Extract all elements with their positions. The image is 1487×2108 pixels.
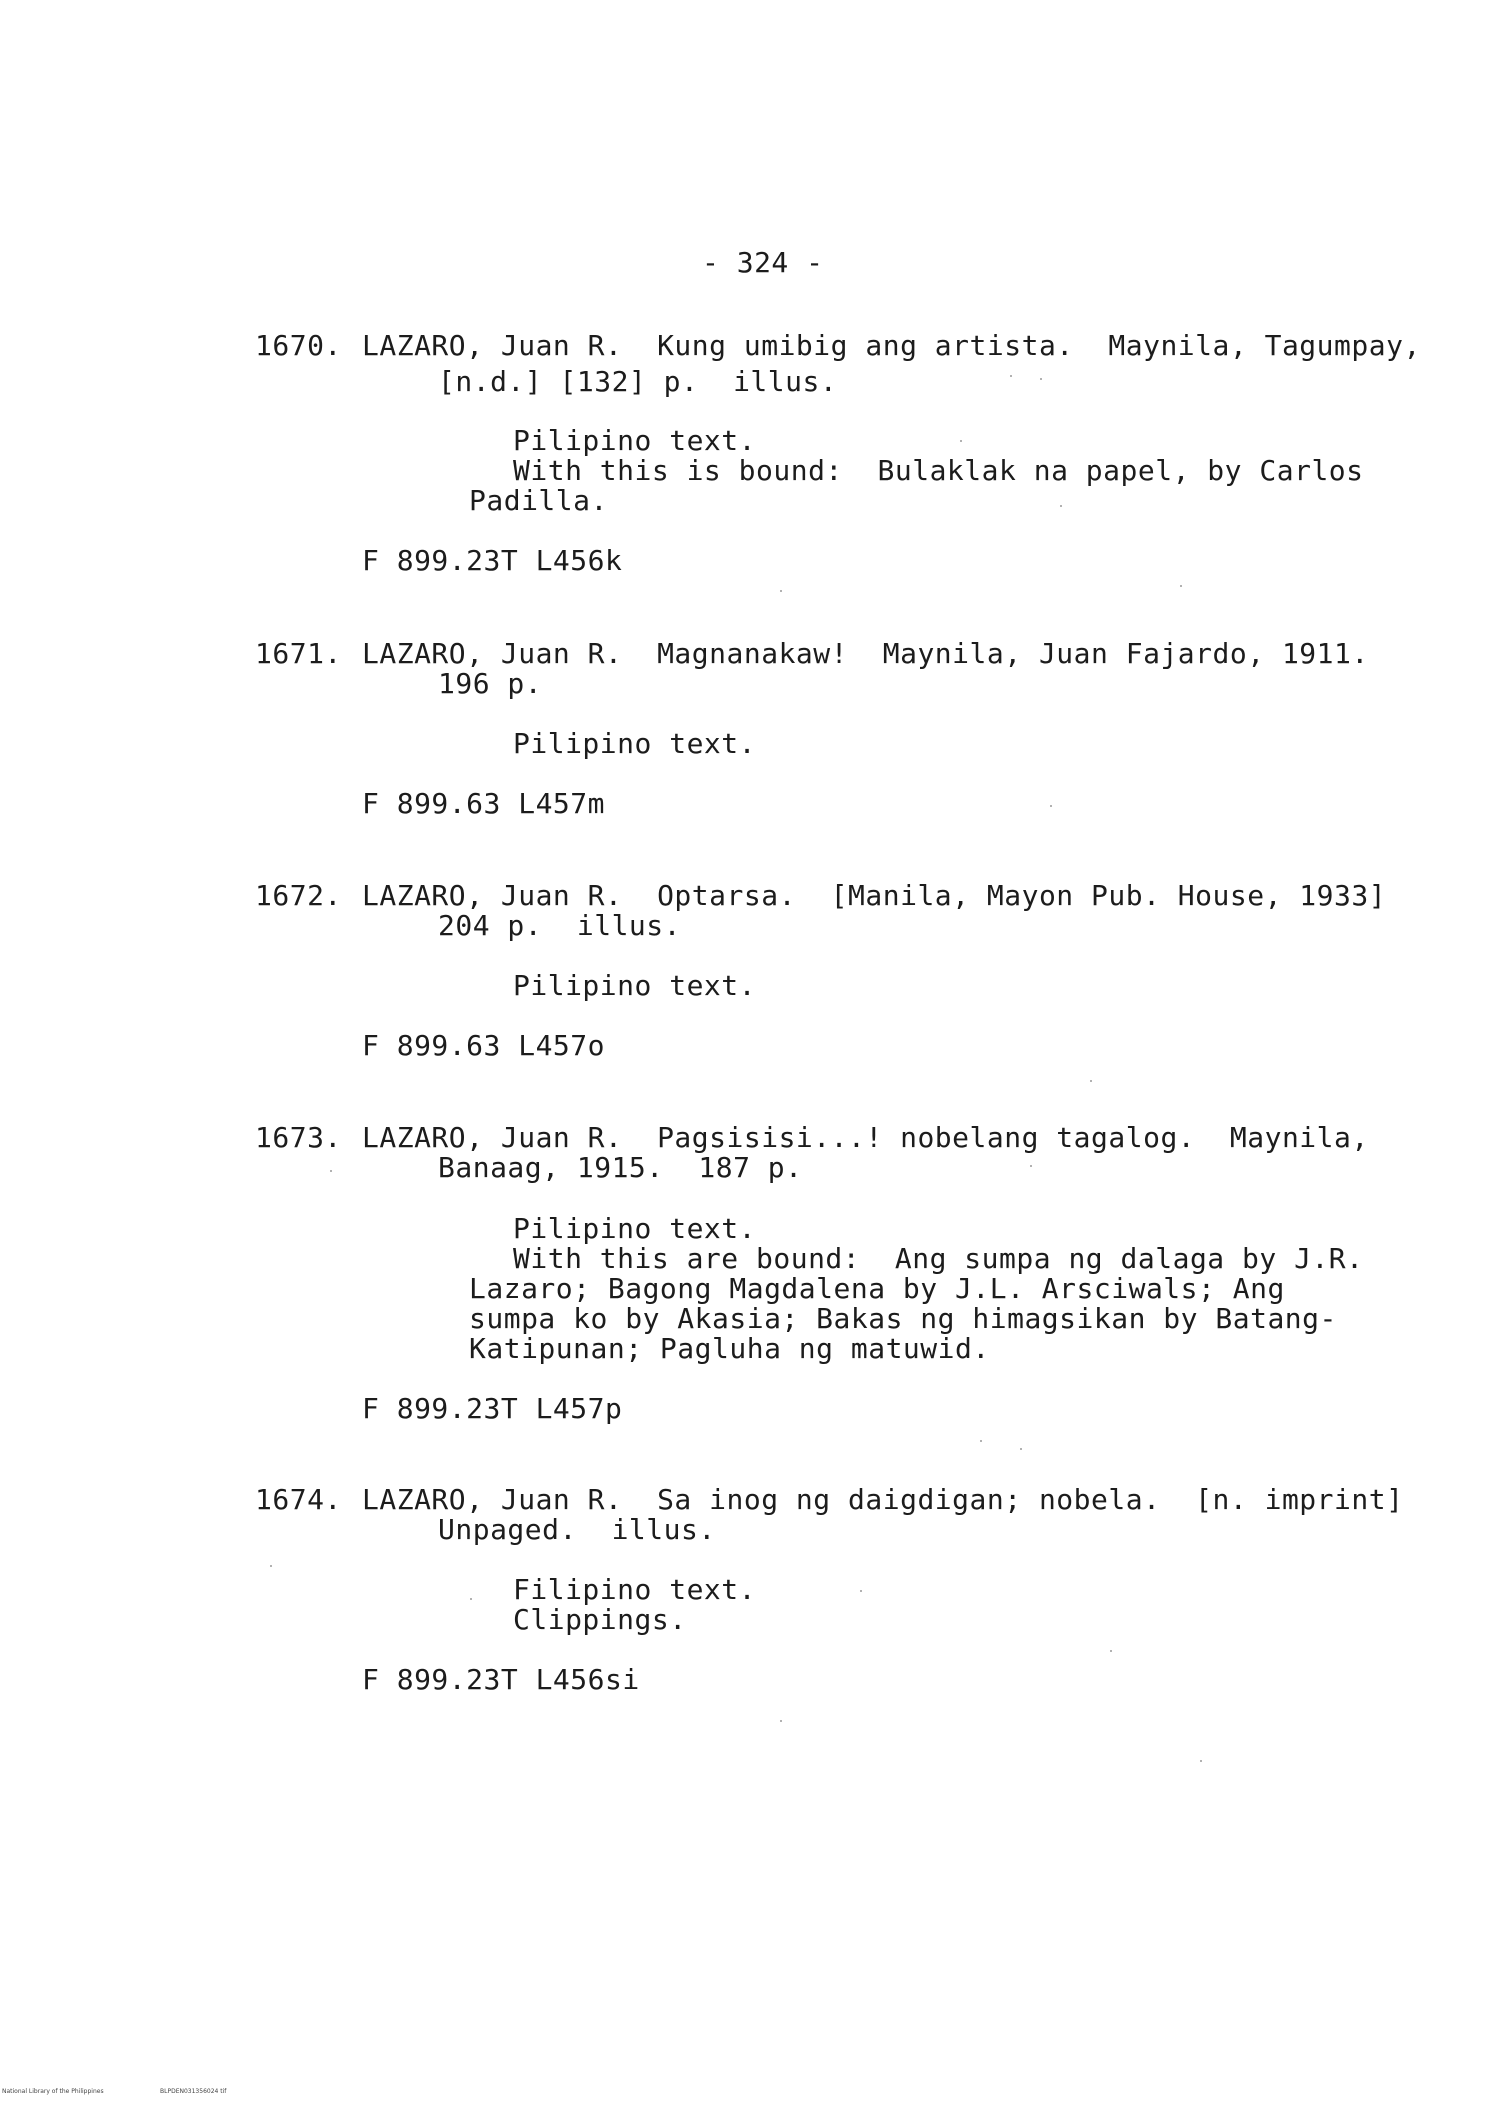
entry-heading: LAZARO, Juan R. Pagsisisi...! nobelang tagalog. Maynila, [362,1121,1369,1154]
entry-imprint: 196 p. [438,667,543,700]
scan-speck [330,1170,332,1172]
scan-speck [1050,805,1052,807]
entry-note: With this are bound: Ang sumpa ng dalaga by J.R. [513,1242,1364,1275]
call-number: F 899.23T L456k [362,544,623,577]
scan-speck [1030,1165,1032,1167]
scan-speck [470,1598,472,1600]
scan-speck [1010,375,1012,377]
scan-speck [1060,505,1062,507]
footer-filename: BLPDEN031356024 tif [160,2088,227,2095]
entry-note: Pilipino text. [513,424,757,457]
scan-speck [1180,585,1182,587]
call-number: F 899.23T L456si [362,1663,640,1696]
entry-heading: LAZARO, Juan R. Magnanakaw! Maynila, Juan Fajardo, 1911. [362,637,1369,670]
scan-speck [860,1590,862,1592]
scan-speck [780,1720,782,1722]
scan-speck [780,590,782,592]
scan-speck [1110,1650,1112,1652]
entry-imprint: Banaag, 1915. 187 p. [438,1151,803,1184]
entry-note: Pilipino text. [513,1212,757,1245]
entry-heading: LAZARO, Juan R. Kung umibig ang artista. Maynila, Tagumpay, [362,329,1421,362]
footer-source: National Library of the Philippines [2,2088,104,2095]
scan-speck [270,1565,272,1567]
scan-speck [960,440,962,442]
entry-heading: LAZARO, Juan R. Sa inog ng daigdigan; nobela. [n. imprint] [362,1483,1404,1516]
entry-note: With this is bound: Bulaklak na papel, by Carlos [513,454,1364,487]
entry-note-continuation: sumpa ko by Akasia; Bakas ng himagsikan by Batang- [469,1302,1337,1335]
page-number: - 324 - [702,246,824,279]
entry-number: 1670. [255,329,342,362]
entry-number: 1673. [255,1121,342,1154]
entry-note-continuation: Padilla. [469,484,608,517]
entry-heading: LAZARO, Juan R. Optarsa. [Manila, Mayon Pub. House, 1933] [362,879,1387,912]
entry-note: Pilipino text. [513,727,757,760]
scan-speck [1090,1080,1092,1082]
call-number: F 899.23T L457p [362,1392,623,1425]
scan-speck [980,1440,982,1442]
entry-note: Clippings. [513,1603,687,1636]
entry-number: 1674. [255,1483,342,1516]
entry-note-continuation: Katipunan; Pagluha ng matuwid. [469,1332,990,1365]
entry-number: 1672. [255,879,342,912]
entry-note: Filipino text. [513,1573,757,1606]
scan-speck [1200,1760,1202,1762]
entry-note: Pilipino text. [513,969,757,1002]
scan-speck [1040,378,1042,380]
entry-number: 1671. [255,637,342,670]
entry-imprint: Unpaged. illus. [438,1513,716,1546]
call-number: F 899.63 L457o [362,1029,606,1062]
call-number: F 899.63 L457m [362,787,606,820]
entry-note-continuation: Lazaro; Bagong Magdalena by J.L. Arsciwals; Ang [469,1272,1285,1305]
entry-imprint: [n.d.] [132] p. illus. [438,365,838,398]
scan-speck [1020,1448,1022,1450]
entry-imprint: 204 p. illus. [438,909,682,942]
